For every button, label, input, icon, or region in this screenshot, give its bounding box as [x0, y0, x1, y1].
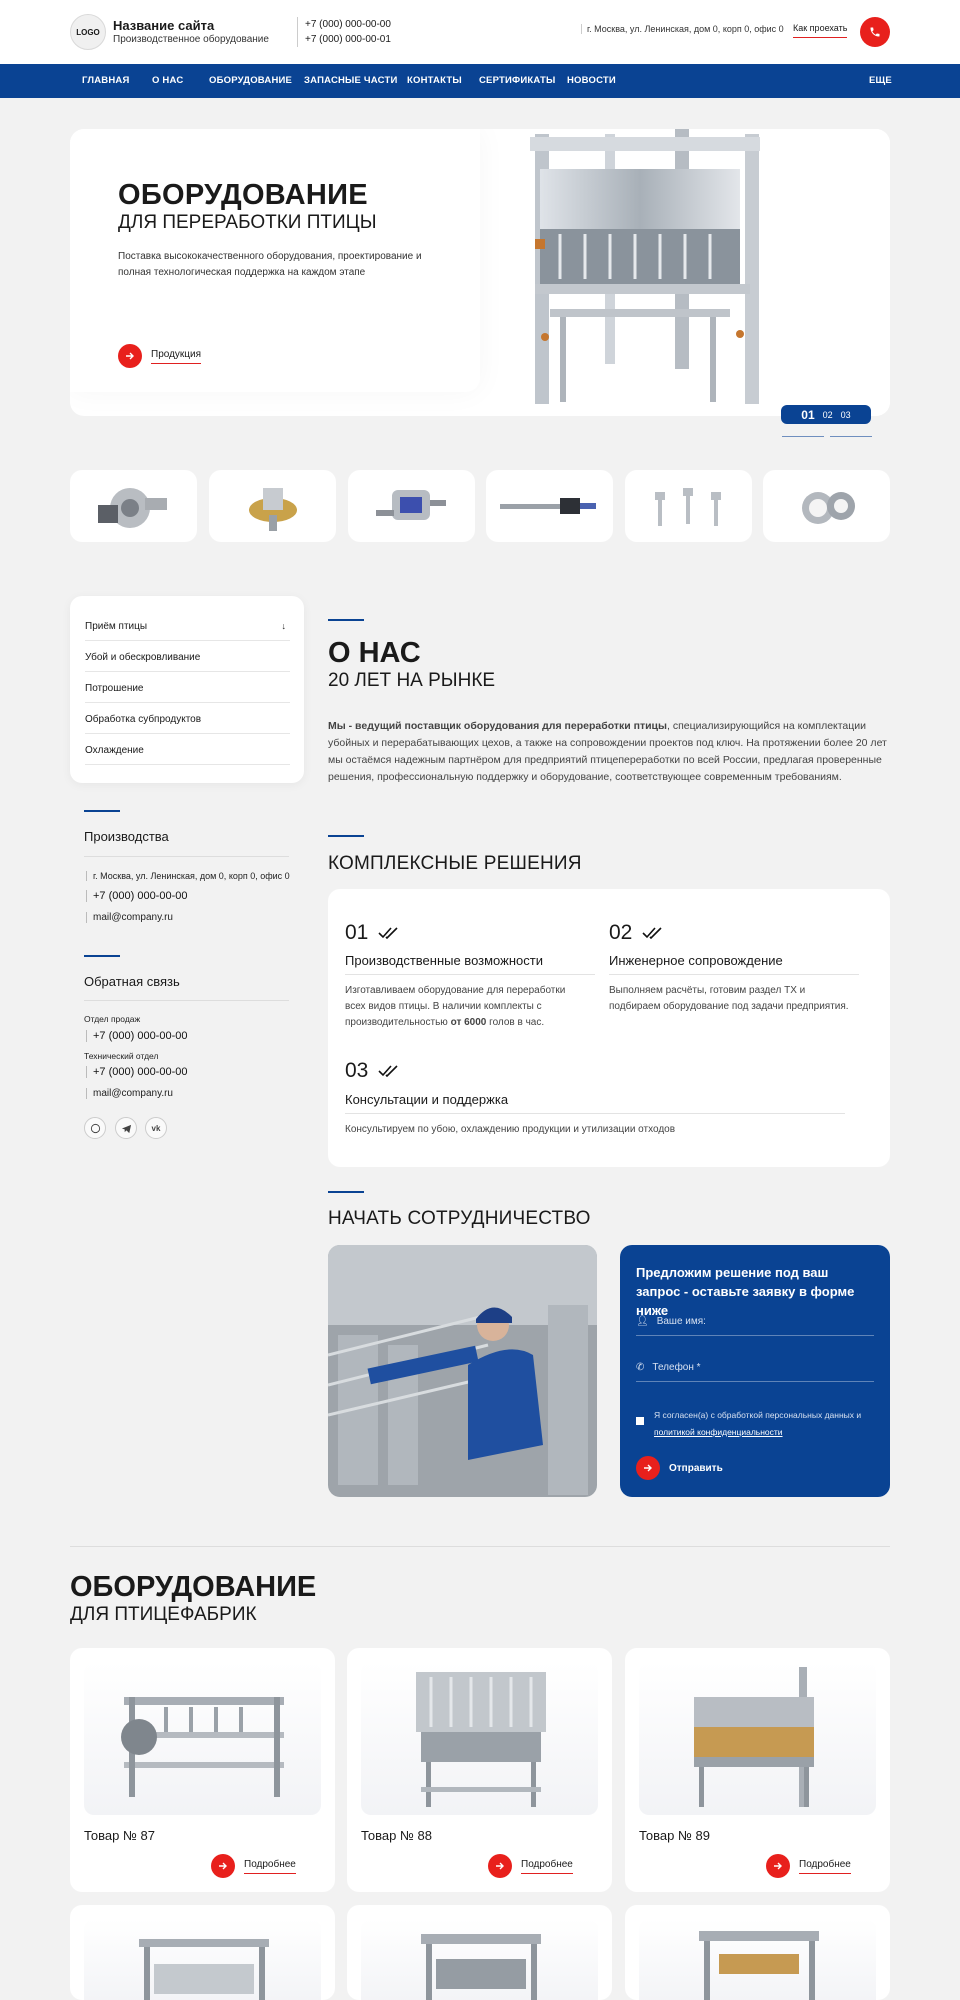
divider [84, 1000, 289, 1001]
production-title: Производства [84, 829, 169, 844]
production-phone[interactable]: +7 (000) 000-00-00 [86, 890, 187, 902]
feature-title: Инженерное сопровождение [609, 953, 859, 975]
product-name: Товар № 88 [361, 1828, 433, 1843]
divider [328, 1191, 364, 1193]
category-thumb-sensor[interactable] [486, 470, 613, 542]
hero-slider [70, 129, 890, 416]
slider-pagination [781, 405, 871, 424]
header-phone-2[interactable]: +7 (000) 000-00-01 [305, 34, 391, 45]
solutions-card [328, 889, 890, 1167]
product-name: Товар № 89 [639, 1828, 711, 1843]
sales-phone[interactable]: +7 (000) 000-00-00 [86, 1030, 187, 1042]
site-subtitle: Производственное оборудование [113, 34, 269, 45]
nav-home[interactable]: ГЛАВНАЯ [82, 75, 130, 86]
more-link[interactable] [211, 1854, 296, 1878]
feature-title: Консультации и поддержка [345, 1092, 845, 1114]
nav-spare-parts[interactable]: ЗАПАСНЫЕ ЧАСТИ [304, 75, 398, 86]
product-image [84, 1919, 321, 2000]
consent-label: Я согласен(а) с обработкой персональных данных и [654, 1410, 862, 1420]
feature-text-part: голов в час. [486, 1017, 545, 1028]
whatsapp-icon[interactable] [84, 1117, 106, 1139]
nav-more[interactable]: ЕЩЕ [869, 75, 892, 86]
equipment-subtitle: ДЛЯ ПТИЦЕФАБРИК [70, 1604, 257, 1625]
hero-title: ОБОРУДОВАНИЕ [118, 179, 368, 211]
about-text-bold: Мы - ведущий поставщик оборудования для переработки птицы [328, 720, 667, 732]
product-name: Товар № 87 [84, 1828, 156, 1843]
worker-photo [328, 1245, 597, 1497]
phone-field[interactable] [636, 1362, 874, 1382]
name-placeholder: Ваше имя: [656, 1316, 706, 1327]
nav-equipment[interactable]: ОБОРУДОВАНИЕ [209, 75, 293, 86]
more-link[interactable] [766, 1854, 851, 1878]
divider [84, 955, 120, 957]
products-link-label: Продукция [151, 349, 201, 364]
name-field[interactable] [636, 1316, 874, 1336]
equipment-title: ОБОРУДОВАНИЕ [70, 1571, 317, 1603]
more-link-label: Подробнее [521, 1859, 573, 1874]
feedback-title: Обратная связь [84, 974, 180, 989]
arrow-right-icon [118, 344, 142, 368]
consent-checkbox[interactable] [636, 1417, 644, 1425]
divider [328, 619, 364, 621]
about-text [328, 718, 890, 786]
feature-text-part: Изготавливаем оборудование для переработки всех видов птицы. В наличии комплекты с производительностью [345, 985, 566, 1028]
divider [70, 1546, 890, 1547]
nav-contacts[interactable]: КОНТАКТЫ [407, 75, 462, 86]
header-address: г. Москва, ул. Ленинская, дом 0, корп 0, офис 0 [581, 24, 784, 34]
slide-page-3[interactable]: 03 [840, 409, 851, 420]
sidebar-item-slaughter[interactable]: Убой и обескровливание [85, 652, 290, 672]
feature-number: 01 [345, 921, 369, 944]
phone-icon [869, 26, 881, 38]
sales-label: Отдел продаж [84, 1014, 141, 1024]
product-image [361, 1662, 598, 1815]
category-thumb-motor[interactable] [348, 470, 475, 542]
double-check-icon [642, 927, 664, 939]
user-icon: 👤︎ [636, 1316, 649, 1327]
category-thumb-thermostat[interactable] [209, 470, 336, 542]
more-link-label: Подробнее [244, 1859, 296, 1874]
double-check-icon [378, 1065, 400, 1077]
feature-text: Консультируем по убою, охлаждению продукции и утилизации отходов [345, 1124, 676, 1135]
main-nav [0, 64, 960, 98]
solutions-title: КОМПЛЕКСНЫЕ РЕШЕНИЯ [328, 853, 582, 874]
tech-email[interactable]: mail@company.ru [86, 1088, 173, 1099]
tech-phone[interactable]: +7 (000) 000-00-00 [86, 1066, 187, 1078]
route-link[interactable]: Как проехать [793, 23, 847, 38]
category-thumb-bushings[interactable] [763, 470, 890, 542]
submit-button[interactable] [636, 1456, 723, 1480]
feature-title: Производственные возможности [345, 953, 595, 975]
sidebar-item-offal[interactable]: Обработка субпродуктов [85, 714, 290, 734]
sidebar-item-cooling[interactable]: Охлаждение [85, 745, 290, 765]
more-link[interactable] [488, 1854, 573, 1878]
call-button[interactable] [860, 17, 890, 47]
arrow-right-icon [211, 1854, 235, 1878]
privacy-policy-link[interactable]: политикой конфиденциальности [654, 1427, 783, 1437]
slider-prev-arrow[interactable] [782, 436, 824, 437]
product-image [84, 1662, 321, 1815]
nav-certificates[interactable]: СЕРТИФИКАТЫ [479, 75, 556, 86]
sidebar-item-reception[interactable] [85, 621, 290, 641]
divider [84, 810, 120, 812]
arrow-right-icon [636, 1456, 660, 1480]
slider-next-arrow[interactable] [830, 436, 872, 437]
chevron-down-icon[interactable]: ↓ [281, 621, 286, 631]
site-name[interactable]: Название сайта [113, 18, 215, 33]
product-card[interactable] [347, 1905, 612, 2000]
production-address: г. Москва, ул. Ленинская, дом 0, корп 0, офис 0 [86, 871, 290, 881]
slide-page-1[interactable]: 01 [801, 407, 815, 422]
telegram-icon[interactable] [115, 1117, 137, 1139]
sidebar-item-label: Приём птицы [85, 621, 148, 632]
product-card[interactable] [70, 1905, 335, 2000]
phone-placeholder: Телефон * [652, 1362, 701, 1373]
about-subtitle: 20 ЛЕТ НА РЫНКЕ [328, 670, 496, 691]
product-image [361, 1919, 598, 2000]
product-card[interactable] [347, 1648, 612, 1892]
feature-number: 02 [609, 921, 633, 944]
hero-subtitle: ДЛЯ ПЕРЕРАБОТКИ ПТИЦЫ [118, 212, 377, 233]
feature-text-bold: от 6000 [450, 1017, 487, 1028]
more-link-label: Подробнее [799, 1859, 851, 1874]
phone-icon: ✆ [636, 1362, 645, 1373]
feature-text: Выполняем расчёты, готовим раздел ТХ и подбираем оборудование под задачи предприятия. [609, 985, 849, 1012]
product-card[interactable] [625, 1905, 890, 2000]
submit-label: Отправить [669, 1462, 723, 1474]
arrow-right-icon [488, 1854, 512, 1878]
header-phone-1[interactable]: +7 (000) 000-00-00 [305, 19, 391, 30]
production-email[interactable]: mail@company.ru [86, 912, 173, 923]
sidebar-item-evisceration[interactable]: Потрошение [85, 683, 290, 703]
hero-machine-image [470, 129, 890, 416]
logo[interactable]: LOGO [70, 14, 106, 50]
double-check-icon [378, 927, 400, 939]
tech-label: Технический отдел [84, 1051, 159, 1061]
arrow-right-icon [766, 1854, 790, 1878]
product-card[interactable] [625, 1648, 890, 1892]
request-form [620, 1245, 890, 1497]
category-thumb-pump[interactable] [70, 470, 197, 542]
product-image [639, 1662, 876, 1815]
header-phones [297, 17, 391, 47]
category-thumb-bolts[interactable] [625, 470, 752, 542]
form-title: Предложим решение под ваш запрос - оставьте заявку в форме ниже [636, 1265, 855, 1318]
products-link[interactable] [118, 344, 201, 368]
divider [328, 835, 364, 837]
divider [84, 856, 289, 857]
nav-news[interactable]: НОВОСТИ [567, 75, 616, 86]
product-card[interactable] [70, 1648, 335, 1892]
hero-text: Поставка высококачественного оборудования, проектирование и полная технологическая поддержка на каждом этапе [118, 251, 422, 278]
about-title: О НАС [328, 637, 421, 669]
slide-page-2[interactable]: 02 [822, 409, 833, 420]
nav-about[interactable]: О НАС [152, 75, 184, 86]
sidebar-menu [70, 596, 304, 783]
feature-text [345, 983, 585, 1031]
product-image [639, 1919, 876, 2000]
feature-number: 03 [345, 1059, 369, 1082]
vk-icon[interactable]: vk [145, 1117, 167, 1139]
about-text-rest: , специализирующийся на комплектации убойных и перерабатывающих цехов, а также на сопровождении проектов под ключ. На протяжении более 20 лет мы остаёмся надежным партнёром для предприятий птицепереработки по всей России, предлагая проверенные решения, профессиональную поддержку и оборудование, соответствующее современным требованиям. [328, 720, 887, 783]
cooperation-title: НАЧАТЬ СОТРУДНИЧЕСТВО [328, 1208, 591, 1229]
consent-text [654, 1407, 882, 1441]
